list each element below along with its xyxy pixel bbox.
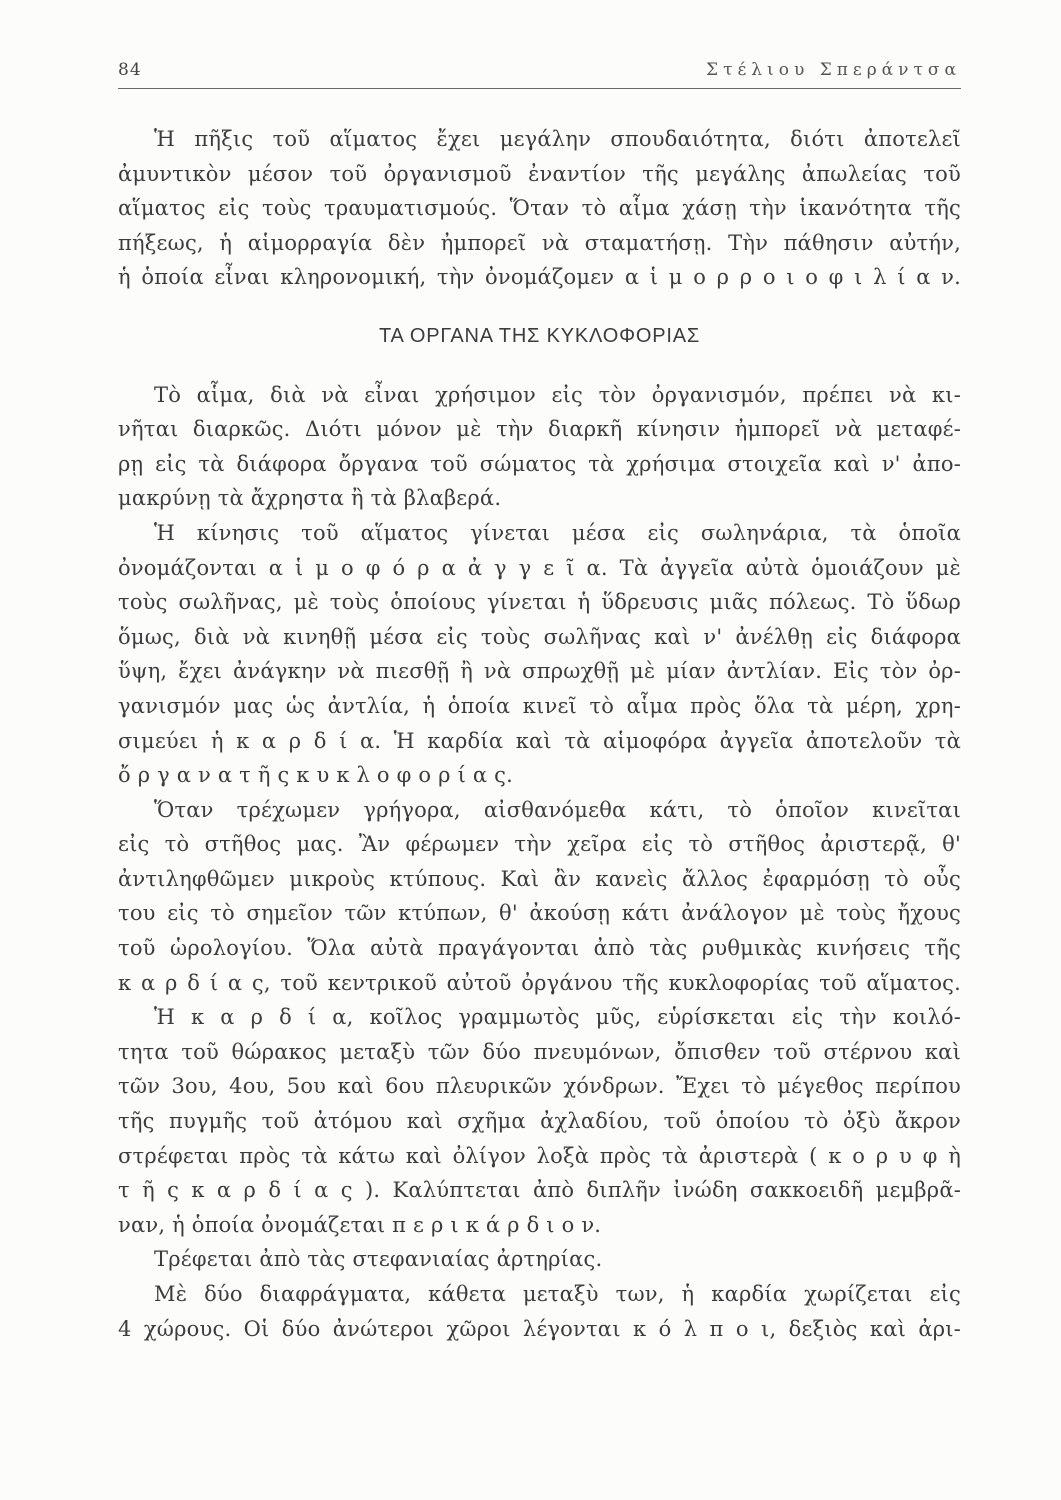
page-number: 84 <box>118 60 142 80</box>
text-line: νῆται διαρκῶς. Διότι μόνον μὲ τὴν διαρκῆ κίνησιν ἠμπορεῖ νὰ μεταφέ- <box>118 417 961 442</box>
text-line: τῶν 3ου, 4ου, 5ου καὶ 6ου πλευρικῶν χόνδρων. Ἔχει τὸ μέγεθος περίπου <box>118 1074 961 1099</box>
text-line: ἀντιληφθῶμεν μικροὺς κτύπους. Καὶ ἂν κανεὶς ἄλλος ἐφαρμόσῃ τὸ οὖς <box>118 866 961 891</box>
text-line: ναν, ἡ ὁποία ὀνομάζεται π ε ρ ι κ ά ρ δ ι ο ν. <box>118 1212 602 1237</box>
text-line: Ἡ κ α ρ δ ί α, κοῖλος γραμμωτὸς μῦς, εὑρίσκεται εἰς τὴν κοιλό- <box>154 1005 961 1030</box>
text-line: ἡ ὁποία εἶναι κληρονομική, τὴν ὀνομάζομεν α ἱ μ ο ρ ρ ο ι ο φ ι λ ί α ν. <box>118 265 961 290</box>
text-line: ἀμυντικὸν μέσον τοῦ ὀργανισμοῦ ἐναντίον τῆς μεγάλης ἀπωλείας τοῦ <box>118 161 961 186</box>
text-line: ὕψη, ἔχει ἀνάγκην νὰ πιεσθῇ ἢ νὰ σπρωχθῇ μὲ μίαν ἀντλίαν. Εἰς τὸν ὀρ- <box>118 659 961 684</box>
text-line: εἰς τὸ στῆθος μας. Ἂν φέρωμεν τὴν χεῖρα εἰς τὸ στῆθος ἀριστερᾷ, θ' <box>118 832 961 857</box>
text-line: μακρύνῃ τὰ ἄχρηστα ἢ τὰ βλαβερά. <box>118 486 502 511</box>
text-line: ὅμως, διὰ νὰ κινηθῇ μέσα εἰς τοὺς σωλῆνας καὶ ν' ἀνέλθῃ εἰς διάφορα <box>118 624 961 649</box>
text-line: Τρέφεται ἀπὸ τὰς στεφανιαίας ἀρτηρίας. <box>154 1247 603 1272</box>
text-line: τοὺς σωλῆνας, μὲ τοὺς ὁποίους γίνεται ἡ ὕδρευσις μιᾶς πόλεως. Τὸ ὕδωρ <box>118 590 961 615</box>
text-line: τ ῆ ς κ α ρ δ ί α ς ). Καλύπτεται ἀπὸ διπλῆν ἰνώδη σακκοειδῆ μεμβρᾶ- <box>118 1178 961 1203</box>
page-header <box>118 60 961 90</box>
text-line: Μὲ δύο διαφράγματα, κάθετα μεταξὺ των, ἡ καρδία χωρίζεται εἰς <box>154 1282 961 1306</box>
text-line: τῆς πυγμῆς τοῦ ἀτόμου καὶ σχῆμα ἀχλαδίου, τοῦ ὁποίου τὸ ὀξὺ ἄκρον <box>118 1109 961 1134</box>
text-line: 4 χώρους. Οἱ δύο ἀνώτεροι χῶροι λέγονται κ ό λ π ο ι, δεξιὸς καὶ ἀρι- <box>118 1316 961 1341</box>
header-rule <box>118 88 961 89</box>
text-line: αἵματος εἰς τοὺς τραυματισμούς. Ὅταν τὸ αἷμα χάσῃ τὴν ἱκανότητα τῆς <box>118 196 961 221</box>
text-line: ὀνομάζονται α ἱ μ ο φ ό ρ α ἀ γ γ ε ῖ α. Τὰ ἀγγεῖα αὐτὰ ὁμοιάζουν μὲ <box>118 555 961 580</box>
text-line: πήξεως, ἡ αἱμορραγία δὲν ἠμπορεῖ νὰ σταματήσῃ. Τὴν πάθησιν αὐτήν, <box>118 230 961 255</box>
text-line: Τὸ αἷμα, διὰ νὰ εἶναι χρήσιμον εἰς τὸν ὀργανισμόν, πρέπει νὰ κι- <box>154 382 961 407</box>
text-line: σιμεύει ἡ κ α ρ δ ί α. Ἡ καρδία καὶ τὰ αἱμοφόρα ἀγγεῖα ἀποτελοῦν τὰ <box>118 728 961 753</box>
text-line: τοῦ ὡρολογίου. Ὅλα αὐτὰ πραγάγονται ἀπὸ τὰς ρυθμικὰς κινήσεις τῆς <box>118 936 961 961</box>
section-heading: ΤΑ ΟΡΓΑΝΑ ΤΗΣ ΚΥΚΛΟΦΟΡΙΑΣ <box>378 324 701 347</box>
text-line: στρέφεται πρὸς τὰ κάτω καὶ ὀλίγον λοξὰ πρὸς τὰ ἀριστερὰ ( κ ο ρ υ φ ὴ <box>118 1143 961 1168</box>
running-head: Στέλιου Σπεράντσα <box>706 60 961 80</box>
text-line: Ὅταν τρέχωμεν γρήγορα, αἰσθανόμεθα κάτι, τὸ ὁποῖον κινεῖται <box>154 797 961 822</box>
text-line: του εἰς τὸ σημεῖον τῶν κτύπων, θ' ἀκούσῃ κάτι ἀνάλογον μὲ τοὺς ἤχους <box>118 901 961 926</box>
text-line: Ἡ πῆξις τοῦ αἵματος ἔχει μεγάλην σπουδαιότητα, διότι ἀποτελεῖ <box>154 127 961 151</box>
page-body <box>118 122 961 1346</box>
text-line: κ α ρ δ ί α ς, τοῦ κεντρικοῦ αὐτοῦ ὀργάνου τῆς κυκλοφορίας τοῦ αἵματος. <box>118 970 961 995</box>
text-line: ρῃ εἰς τὰ διάφορα ὄργανα τοῦ σώματος τὰ χρήσιμα στοιχεῖα καὶ ν' ἀπο- <box>118 451 961 476</box>
text-line: γανισμόν μας ὡς ἀντλία, ἡ ὁποία κινεῖ τὸ αἷμα πρὸς ὅλα τὰ μέρη, χρη- <box>118 693 961 718</box>
text-line: ὄ ρ γ α ν α τ ῆ ς κ υ κ λ ο φ ο ρ ί α ς. <box>118 763 513 788</box>
text-line: τητα τοῦ θώρακος μεταξὺ τῶν δύο πνευμόνων, ὄπισθεν τοῦ στέρνου καὶ <box>118 1039 961 1064</box>
text-line: Ἡ κίνησις τοῦ αἵματος γίνεται μέσα εἰς σωληνάρια, τὰ ὁποῖα <box>154 520 961 545</box>
